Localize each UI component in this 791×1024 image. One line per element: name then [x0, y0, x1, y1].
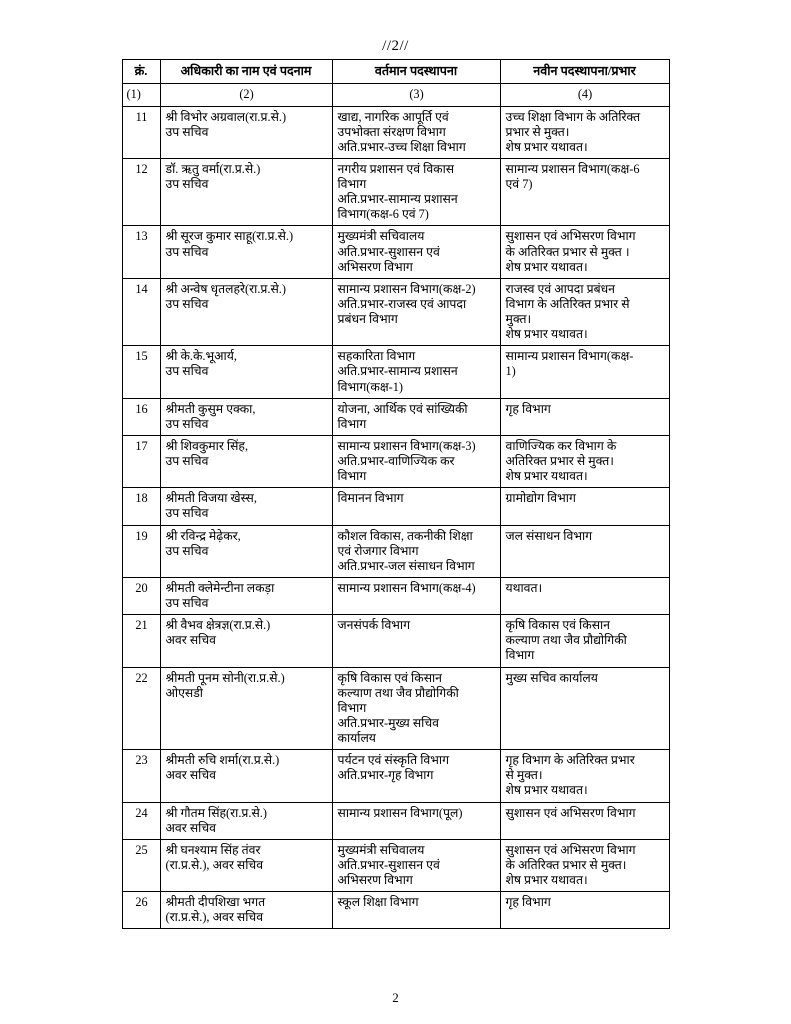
cell-line: अति.प्रभार-जल संसाधन विभाग: [337, 558, 475, 573]
cell-line: अभिसरण विभाग: [337, 259, 413, 274]
row-new-posting: [500, 615, 669, 667]
cell-line: उप सचिव: [165, 596, 209, 611]
row-new-posting: [500, 346, 669, 398]
cell-line: श्री घनश्याम सिंह तंवर: [165, 842, 261, 857]
cell-line: श्रीमती पूनम सोनी(रा.प्र.से.): [165, 670, 285, 685]
cell-line: कल्याण तथा जैव प्रौद्योगिकी: [337, 685, 459, 700]
cell-line: 21: [135, 618, 148, 633]
table-row: [122, 802, 669, 839]
row-current-posting: [332, 750, 500, 802]
cell-line: एवं रोजगार विभाग: [337, 543, 419, 558]
cell-line: श्री वैभव क्षेत्रज्ञ(रा.प्र.से.): [165, 618, 271, 633]
table-row: [122, 158, 669, 226]
cell-line: सामान्य प्रशासन विभाग(कक्ष-3): [337, 438, 476, 453]
cell-line: श्री गौतम सिंह(रा.प्र.से.): [165, 805, 267, 820]
cell-line: 14: [135, 281, 148, 296]
row-officer-name: [160, 226, 332, 278]
cell-line: मुख्यमंत्री सचिवालय: [337, 229, 425, 244]
cell-line: स्कूल शिक्षा विभाग: [337, 895, 419, 910]
cell-line: विभाग के अतिरिक्त प्रभार से: [505, 296, 630, 311]
cell-line: शेष प्रभार यथावत।: [505, 327, 588, 342]
cell-line: शेष प्रभार यथावत।: [505, 139, 588, 154]
cell-line: अति.प्रभार-सुशासन एवं: [337, 244, 440, 259]
row-current-posting: [332, 278, 500, 346]
cell-line: श्री रविन्द्र मेढ़ेकर,: [165, 528, 241, 543]
cell-line: अति.प्रभार-उच्च शिक्षा विभाग: [337, 139, 466, 154]
row-officer-name: [160, 750, 332, 802]
cell-line: योजना, आर्थिक एवं सांख्यिकी: [337, 401, 468, 416]
cell-line: अवर सचिव: [165, 633, 216, 648]
cell-line: 15: [135, 349, 148, 364]
cell-line: 17: [135, 438, 148, 453]
cell-line: प्रभार से मुक्त।: [505, 124, 570, 139]
row-current-posting: [332, 892, 500, 929]
row-officer-name: [160, 615, 332, 667]
cell-line: उप सचिव: [165, 454, 209, 469]
row-new-posting: [500, 802, 669, 839]
table-row: [122, 839, 669, 891]
cell-line: श्री शिवकुमार सिंह,: [165, 438, 249, 453]
cell-line: शेष प्रभार यथावत।: [505, 783, 588, 798]
cell-line: अभिसरण विभाग: [337, 873, 413, 888]
table-row: [122, 346, 669, 398]
row-current-posting: [332, 667, 500, 750]
cell-line: राजस्व एवं आपदा प्रबंधन: [505, 281, 615, 296]
row-new-posting: [500, 226, 669, 278]
row-new-posting: [500, 106, 669, 158]
cell-line: (रा.प्र.से.), अवर सचिव: [165, 857, 264, 872]
row-officer-name: [160, 346, 332, 398]
column-header-officer-name: अधिकारी का नाम एवं पदनाम: [160, 60, 332, 84]
cell-line: डॉ. ऋतु वर्मा(रा.प्र.से.): [165, 161, 261, 176]
row-current-posting: [332, 158, 500, 226]
cell-line: श्रीमती दीपशिखा भगत: [165, 895, 266, 910]
cell-line: उप सचिव: [165, 177, 209, 192]
cell-line: कृषि विकास एवं किसान: [505, 618, 611, 633]
row-serial-number: [122, 106, 160, 158]
cell-line: उप सचिव: [165, 124, 209, 139]
cell-line: कृषि विकास एवं किसान: [337, 670, 443, 685]
cell-line: 13: [135, 229, 148, 244]
row-serial-number: [122, 525, 160, 577]
cell-line: 25: [135, 842, 148, 857]
row-serial-number: [122, 667, 160, 750]
cell-line: सुशासन एवं अभिसरण विभाग: [505, 805, 636, 820]
cell-line: श्रीमती कुसुम एक्का,: [165, 401, 256, 416]
row-officer-name: [160, 525, 332, 577]
cell-line: विभाग: [337, 469, 367, 484]
cell-line: वाणिज्यिक कर विभाग के: [505, 438, 617, 453]
cell-line: श्री अन्वेष धृतलहरे(रा.प्र.से.): [165, 281, 286, 296]
cell-line: उप सचिव: [165, 364, 209, 379]
row-new-posting: [500, 750, 669, 802]
row-officer-name: [160, 802, 332, 839]
column-number-2: (2): [160, 84, 332, 106]
cell-line: 11: [135, 109, 148, 124]
cell-line: 24: [135, 805, 148, 820]
row-serial-number: [122, 158, 160, 226]
cell-line: अति.प्रभार-सामान्य प्रशासन: [337, 364, 458, 379]
cell-line: सामान्य प्रशासन विभाग(कक्ष-4): [337, 580, 476, 595]
cell-line: सुशासन एवं अभिसरण विभाग: [505, 842, 636, 857]
cell-line: शेष प्रभार यथावत।: [505, 873, 588, 888]
row-officer-name: [160, 839, 332, 891]
cell-line: 23: [135, 753, 148, 768]
row-serial-number: [122, 839, 160, 891]
cell-line: विभाग(कक्ष-6 एवं 7): [337, 207, 429, 222]
cell-line: विभाग: [337, 700, 367, 715]
row-current-posting: [332, 398, 500, 435]
row-new-posting: [500, 158, 669, 226]
cell-line: अवर सचिव: [165, 768, 216, 783]
table-row: [122, 226, 669, 278]
cell-line: अति.प्रभार-सुशासन एवं: [337, 857, 440, 872]
cell-line: 19: [135, 528, 148, 543]
table-row: [122, 525, 669, 577]
cell-line: उप सचिव: [165, 244, 209, 259]
cell-line: 18: [135, 491, 148, 506]
row-current-posting: [332, 226, 500, 278]
cell-line: उच्च शिक्षा विभाग के अतिरिक्त: [505, 109, 641, 124]
cell-line: जल संसाधन विभाग: [505, 528, 593, 543]
row-officer-name: [160, 278, 332, 346]
table-column-number-row: [122, 84, 669, 106]
table-row: [122, 278, 669, 346]
row-current-posting: [332, 488, 500, 525]
row-new-posting: [500, 398, 669, 435]
cell-line: सामान्य प्रशासन विभाग(कक्ष-: [505, 349, 634, 364]
cell-line: विभाग: [337, 416, 367, 431]
table-row: [122, 488, 669, 525]
row-new-posting: [500, 839, 669, 891]
cell-line: सामान्य प्रशासन विभाग(पूल): [337, 805, 463, 820]
row-new-posting: [500, 892, 669, 929]
cell-line: गृह विभाग: [505, 401, 551, 416]
cell-line: कल्याण तथा जैव प्रौद्योगिकी: [505, 633, 627, 648]
table-row: [122, 435, 669, 487]
row-serial-number: [122, 750, 160, 802]
cell-line: उप सचिव: [165, 296, 209, 311]
row-officer-name: [160, 158, 332, 226]
row-officer-name: [160, 488, 332, 525]
row-new-posting: [500, 435, 669, 487]
cell-line: यथावत।: [505, 580, 543, 595]
row-new-posting: [500, 278, 669, 346]
cell-line: उपभोक्ता संरक्षण विभाग: [337, 124, 446, 139]
row-new-posting: [500, 667, 669, 750]
row-serial-number: [122, 615, 160, 667]
cell-line: शेष प्रभार यथावत।: [505, 259, 588, 274]
cell-line: उप सचिव: [165, 416, 209, 431]
row-current-posting: [332, 106, 500, 158]
cell-line: श्रीमती रुचि शर्मा(रा.प्र.से.): [165, 753, 280, 768]
cell-line: अवर सचिव: [165, 820, 216, 835]
column-number-1: (1): [122, 84, 160, 106]
cell-line: ग्रामोद्योग विभाग: [505, 491, 576, 506]
cell-line: अति.प्रभार-मुख्य सचिव: [337, 715, 440, 730]
column-header-serial: क्रं.: [122, 60, 160, 84]
row-current-posting: [332, 802, 500, 839]
cell-line: से मुक्त।: [505, 768, 543, 783]
page-marker: //2//: [382, 38, 409, 54]
cell-line: अति.प्रभार-वाणिज्यिक कर: [337, 454, 455, 469]
row-officer-name: [160, 435, 332, 487]
cell-line: 16: [135, 401, 148, 416]
row-new-posting: [500, 525, 669, 577]
table-container: [0, 59, 791, 929]
row-serial-number: [122, 435, 160, 487]
cell-line: सामान्य प्रशासन विभाग(कक्ष-6: [505, 161, 640, 176]
row-serial-number: [122, 226, 160, 278]
cell-line: श्रीमती विजया खेस्स,: [165, 491, 257, 506]
cell-line: 20: [135, 580, 148, 595]
row-serial-number: [122, 278, 160, 346]
table-row: [122, 398, 669, 435]
cell-line: अतिरिक्त प्रभार से मुक्त।: [505, 454, 614, 469]
row-officer-name: [160, 577, 332, 614]
cell-line: 1): [505, 364, 516, 379]
row-serial-number: [122, 346, 160, 398]
row-serial-number: [122, 892, 160, 929]
row-officer-name: [160, 667, 332, 750]
cell-line: कौशल विकास, तकनीकी शिक्षा: [337, 528, 473, 543]
cell-line: सुशासन एवं अभिसरण विभाग: [505, 229, 636, 244]
cell-line: (रा.प्र.से.), अवर सचिव: [165, 910, 264, 925]
row-officer-name: [160, 892, 332, 929]
table-header-row: [122, 60, 669, 84]
cell-line: मुख्य सचिव कार्यालय: [505, 670, 598, 685]
cell-line: कार्यालय: [337, 731, 376, 746]
column-header-current-posting: वर्तमान पदस्थापना: [332, 60, 500, 84]
row-officer-name: [160, 106, 332, 158]
cell-line: गृह विभाग के अतिरिक्त प्रभार: [505, 753, 635, 768]
column-header-new-posting: नवीन पदस्थापना/प्रभार: [500, 60, 669, 84]
cell-line: जनसंपर्क विभाग: [337, 618, 411, 633]
cell-line: नगरीय प्रशासन एवं विकास: [337, 161, 455, 176]
cell-line: गृह विभाग: [505, 895, 551, 910]
row-officer-name: [160, 398, 332, 435]
row-current-posting: [332, 525, 500, 577]
cell-line: उप सचिव: [165, 506, 209, 521]
table-row: [122, 106, 669, 158]
row-current-posting: [332, 435, 500, 487]
cell-line: 12: [135, 161, 148, 176]
row-serial-number: [122, 577, 160, 614]
table-row: [122, 892, 669, 929]
row-current-posting: [332, 839, 500, 891]
cell-line: शेष प्रभार यथावत।: [505, 469, 588, 484]
cell-line: विभाग(कक्ष-1): [337, 379, 403, 394]
cell-line: ओएसडी: [165, 685, 203, 700]
row-current-posting: [332, 577, 500, 614]
cell-line: अति.प्रभार-राजस्व एवं आपदा: [337, 296, 467, 311]
table-body: [122, 106, 669, 929]
cell-line: 22: [135, 670, 148, 685]
table-row: [122, 615, 669, 667]
row-current-posting: [332, 346, 500, 398]
column-number-3: (3): [332, 84, 500, 106]
cell-line: सहकारिता विभाग: [337, 349, 416, 364]
row-serial-number: [122, 802, 160, 839]
cell-line: एवं 7): [505, 177, 533, 192]
cell-line: सामान्य प्रशासन विभाग(कक्ष-2): [337, 281, 476, 296]
table-row: [122, 577, 669, 614]
cell-line: विभाग: [337, 177, 367, 192]
row-serial-number: [122, 398, 160, 435]
row-serial-number: [122, 488, 160, 525]
cell-line: 26: [135, 895, 148, 910]
row-new-posting: [500, 577, 669, 614]
cell-line: श्री विभोर अग्रवाल(रा.प्र.से.): [165, 109, 287, 124]
table-row: [122, 750, 669, 802]
row-current-posting: [332, 615, 500, 667]
cell-line: मुक्त।: [505, 312, 532, 327]
row-new-posting: [500, 488, 669, 525]
cell-line: उप सचिव: [165, 543, 209, 558]
cell-line: अति.प्रभार-गृह विभाग: [337, 768, 434, 783]
cell-line: पर्यटन एवं संस्कृति विभाग: [337, 753, 450, 768]
cell-line: अति.प्रभार-सामान्य प्रशासन: [337, 192, 458, 207]
cell-line: खाद्य, नागरिक आपूर्ति एवं: [337, 109, 449, 124]
cell-line: श्रीमती क्लेमेन्टीना लकड़ा: [165, 580, 275, 595]
cell-line: प्रबंधन विभाग: [337, 312, 398, 327]
cell-line: विभाग: [505, 648, 535, 663]
cell-line: श्री के.के.भूआर्य,: [165, 349, 237, 364]
cell-line: श्री सूरज कुमार साहू(रा.प्र.से.): [165, 229, 294, 244]
cell-line: के अतिरिक्त प्रभार से मुक्त ।: [505, 244, 630, 259]
cell-line: के अतिरिक्त प्रभार से मुक्त।: [505, 857, 627, 872]
cell-line: विमानन विभाग: [337, 491, 404, 506]
transfer-order-table: [122, 59, 670, 929]
footer-page-number: 2: [392, 990, 399, 1005]
column-number-4: (4): [500, 84, 669, 106]
cell-line: मुख्यमंत्री सचिवालय: [337, 842, 425, 857]
table-row: [122, 667, 669, 750]
